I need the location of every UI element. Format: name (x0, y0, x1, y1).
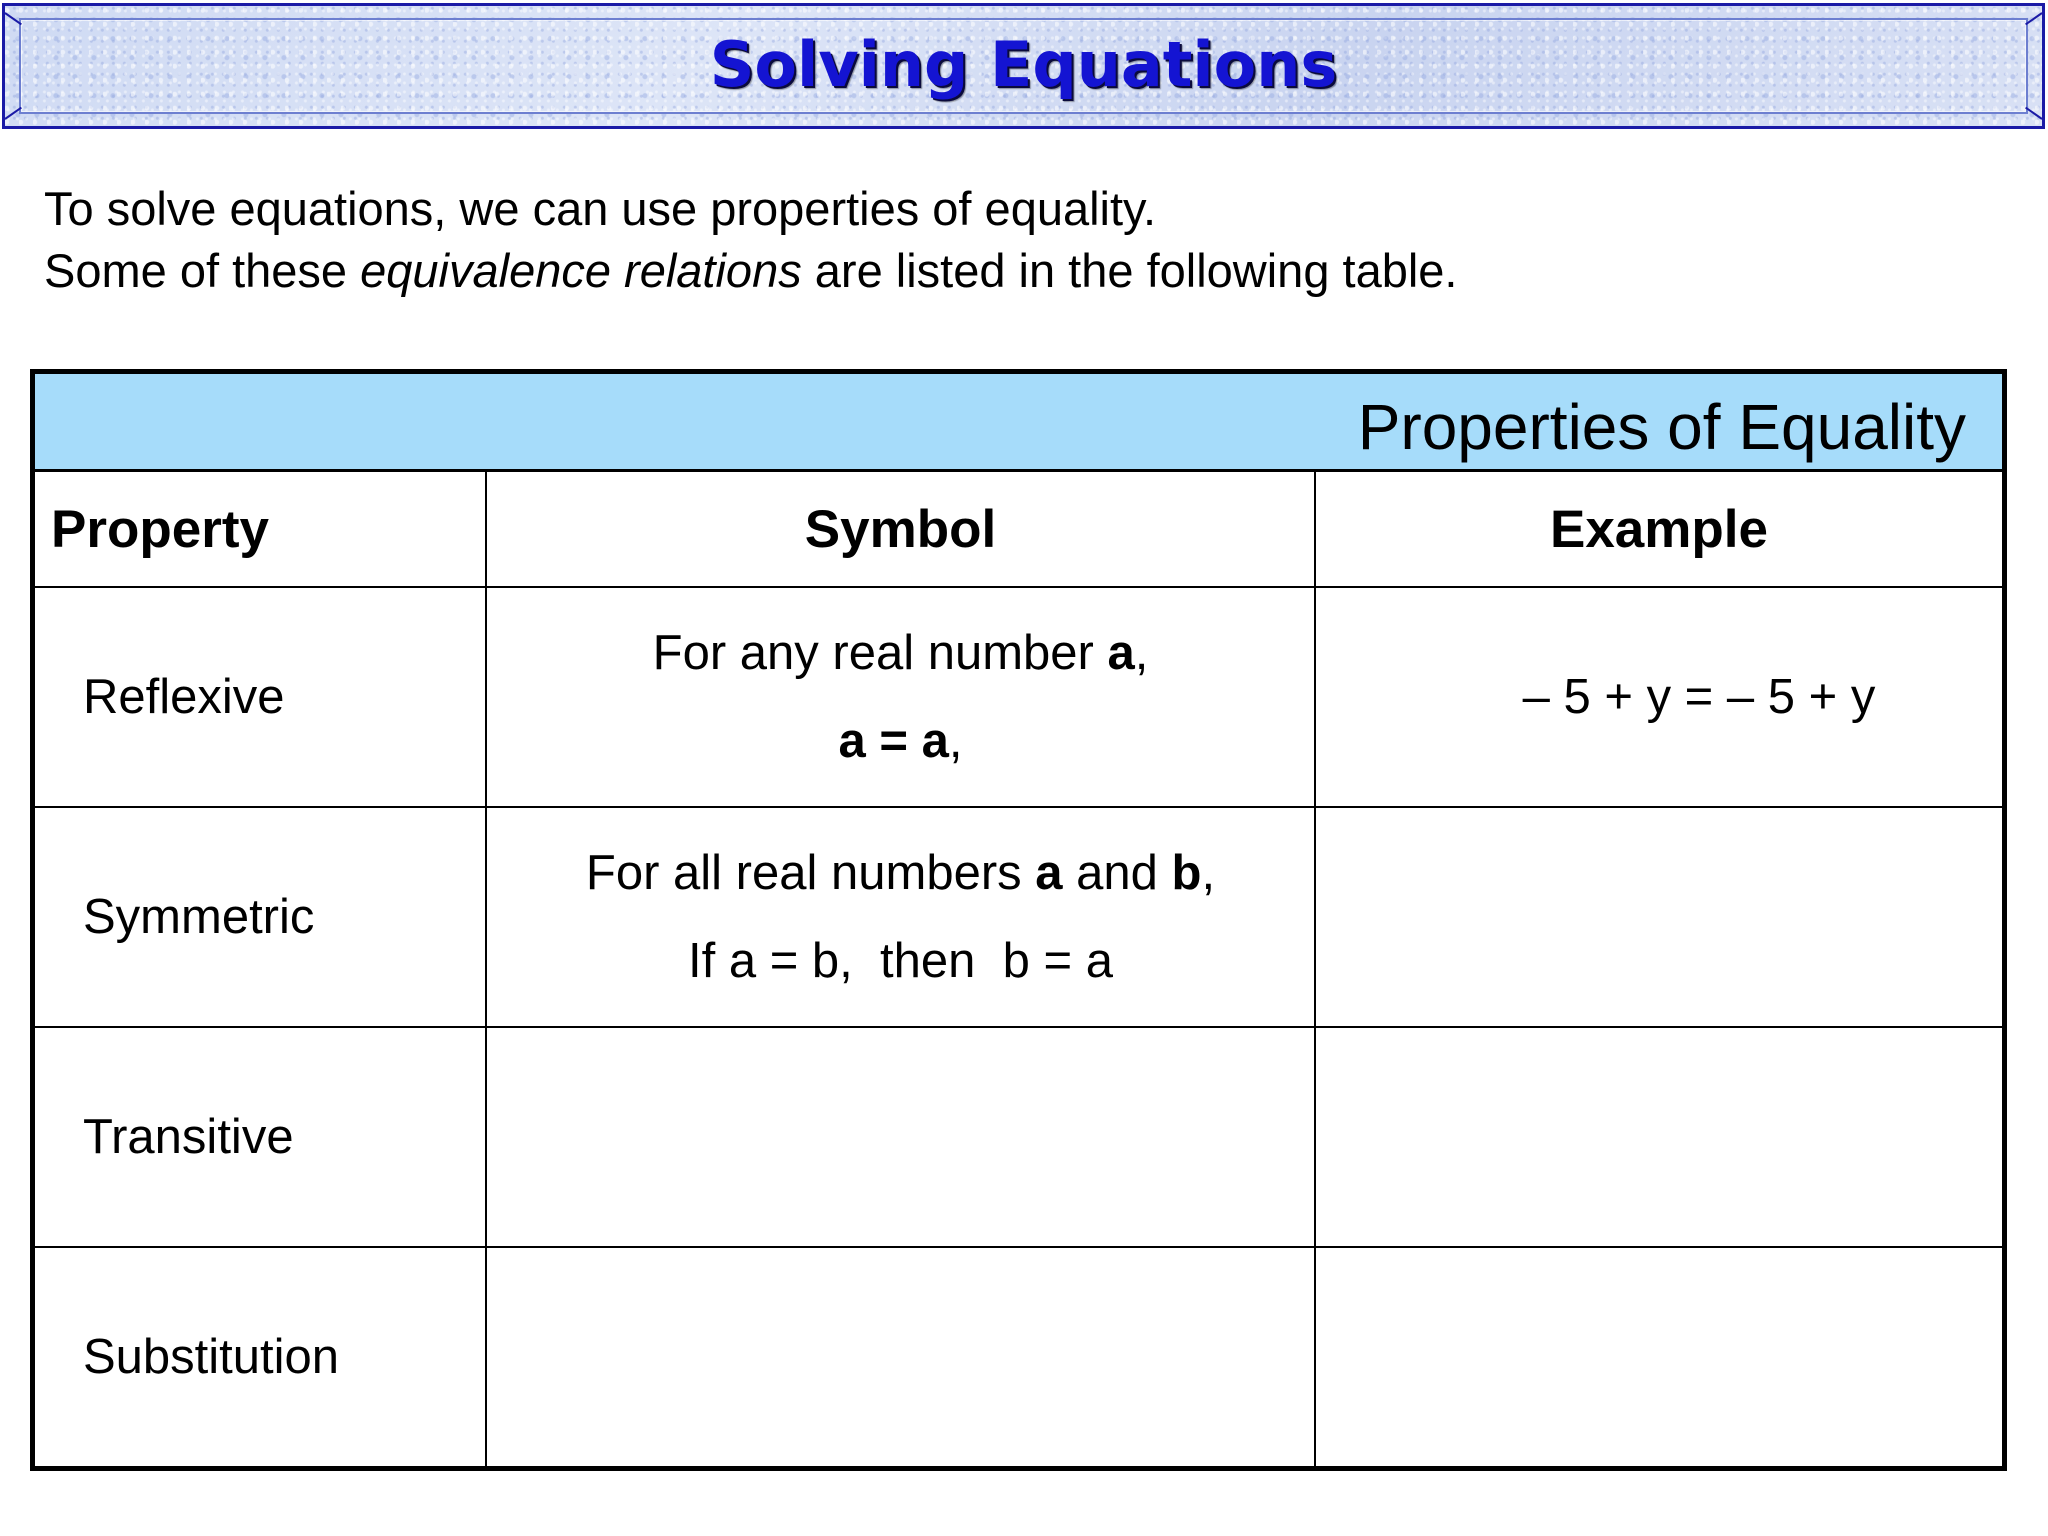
symbol-equation: a = a (838, 714, 949, 768)
properties-table (30, 369, 2007, 1471)
property-cell: Substitution (35, 1248, 487, 1466)
column-header-example: Example (1316, 472, 2002, 588)
symbol-punct: , (948, 714, 963, 768)
page-title: Solving Equations (709, 28, 1338, 101)
intro-emphasis: equivalence relations (360, 244, 802, 297)
example-cell (1316, 808, 2002, 1028)
symbol-text: For all real numbers (585, 846, 1036, 900)
symbol-variable: a (1107, 626, 1135, 680)
symbol-punct: , (1134, 626, 1149, 680)
intro-line-2-end: are listed in the following table. (801, 244, 1458, 297)
symbol-cell (487, 588, 1316, 808)
symbol-line (586, 829, 1215, 917)
symbol-cell (487, 808, 1316, 1028)
symbol-cell (487, 1248, 1316, 1466)
column-header-property: Property (35, 472, 487, 588)
property-cell: Transitive (35, 1028, 487, 1248)
intro-text (44, 178, 1458, 302)
table-grid (35, 472, 2002, 1466)
symbol-punct: , (1201, 846, 1216, 900)
column-header-symbol: Symbol (487, 472, 1316, 588)
intro-line-2-start: Some of these (44, 244, 361, 297)
symbol-line (839, 697, 963, 785)
property-cell: Symmetric (35, 808, 487, 1028)
table-header-bar (35, 374, 2002, 472)
symbol-line (653, 609, 1149, 697)
symbol-cell (487, 1028, 1316, 1248)
title-banner (2, 3, 2045, 129)
intro-line-1: To solve equations, we can use properties of equality. (44, 182, 1157, 235)
symbol-text: and (1062, 846, 1172, 900)
symbol-variable: b (1171, 846, 1202, 900)
symbol-variable: a (1035, 846, 1063, 900)
example-cell (1316, 1028, 2002, 1248)
property-cell: Reflexive (35, 588, 487, 808)
symbol-text: For any real number (652, 626, 1108, 680)
symbol-line: If a = b, then b = a (688, 934, 1113, 988)
example-cell: – 5 + y = – 5 + y (1316, 588, 2002, 808)
intro-line-2 (44, 240, 1458, 302)
table-caption: Properties of Equality (1357, 391, 1966, 463)
example-cell (1316, 1248, 2002, 1466)
